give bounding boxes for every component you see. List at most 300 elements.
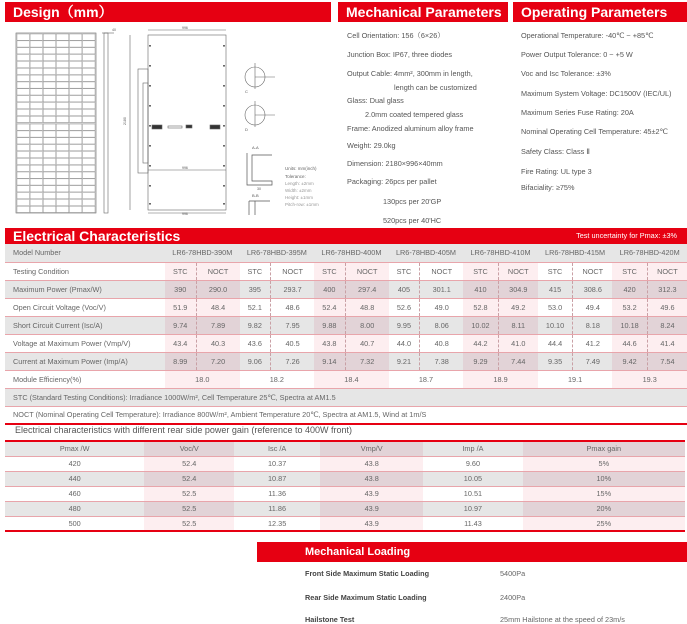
solar-cell (30, 109, 42, 115)
solar-cell (43, 158, 56, 164)
table-cell: 44.4 (538, 334, 573, 352)
condition-stc: STC (538, 262, 573, 280)
solar-cell (56, 68, 69, 74)
solar-cell (30, 48, 42, 54)
svg-text:D: D (245, 127, 248, 132)
solar-cell (17, 41, 30, 47)
solar-cell (30, 61, 42, 67)
table-cell: 52.5 (144, 486, 234, 501)
svg-text:B-B: B-B (252, 193, 259, 198)
table-cell: 49.6 (647, 298, 687, 316)
solar-cell (43, 89, 56, 95)
condition-noct: NOCT (420, 262, 464, 280)
table-cell: 43.8 (314, 334, 345, 352)
solar-cell (56, 96, 69, 102)
solar-cell (43, 172, 56, 178)
table-cell: 49.2 (498, 298, 538, 316)
solar-cell (17, 103, 30, 109)
svg-text:Height: ±1mm: Height: ±1mm (285, 195, 313, 200)
table-cell: 420 (5, 456, 144, 471)
mounting-hole (223, 185, 225, 187)
efficiency-cell: 19.3 (612, 370, 687, 388)
solar-cell (43, 151, 56, 157)
svg-text:Units: mm(inch): Units: mm(inch) (285, 166, 317, 171)
module-rear-view (123, 26, 226, 215)
loading-key: Front Side Maximum Static Loading (305, 569, 430, 578)
table-cell: 7.38 (420, 352, 464, 370)
solar-cell (56, 131, 69, 137)
table-cell: 440 (5, 471, 144, 486)
solar-cell (17, 158, 30, 164)
model-name: LR6-78HBD-415M (538, 244, 613, 262)
solar-cell (43, 179, 56, 185)
solar-cell (43, 75, 56, 81)
mounting-hole (149, 85, 151, 87)
solar-cell (56, 61, 69, 67)
row-label: Voltage at Maximum Power (Vmp/V) (5, 334, 165, 352)
safety-class: Safety Class: Class Ⅱ (521, 147, 590, 156)
solar-cell (69, 124, 82, 130)
table-cell: 52.6 (389, 298, 420, 316)
condition-noct: NOCT (345, 262, 389, 280)
solar-cell (43, 41, 56, 47)
table-cell: 11.86 (234, 501, 320, 516)
solar-cell (83, 193, 96, 199)
model-name: LR6-78HBD-420M (612, 244, 687, 262)
mounting-hole (223, 65, 225, 67)
table-cell: 7.54 (647, 352, 687, 370)
solar-cell (69, 131, 82, 137)
table-cell: 44.6 (612, 334, 647, 352)
solar-cell (56, 158, 69, 164)
rear-gain-header-row (5, 441, 685, 456)
solar-cell (83, 158, 96, 164)
solar-cell (69, 34, 82, 40)
solar-cell (69, 158, 82, 164)
solar-cell (69, 206, 82, 212)
solar-cell (56, 34, 69, 40)
table-cell: 53.2 (612, 298, 647, 316)
solar-cell (43, 145, 56, 151)
solar-cell (30, 206, 42, 212)
table-cell: 8.24 (647, 316, 687, 334)
solar-cell (17, 82, 30, 88)
solar-cell (83, 68, 96, 74)
column-header: Imp /A (423, 441, 522, 456)
solar-cell (17, 186, 30, 192)
table-cell: 9.82 (240, 316, 271, 334)
solar-cell (43, 48, 56, 54)
row-label: Testing Condition (5, 262, 165, 280)
mounting-hole (223, 145, 225, 147)
solar-cell (56, 116, 69, 122)
solar-cell (83, 145, 96, 151)
solar-cell (83, 138, 96, 144)
row-label: Model Number (5, 244, 165, 262)
solar-cell (43, 68, 56, 74)
solar-cell (30, 41, 42, 47)
table-cell: 308.6 (573, 280, 613, 298)
frame: Frame: Anodized aluminum alloy frame (347, 124, 474, 133)
length-label: 2180 (123, 117, 127, 125)
solar-cell (17, 68, 30, 74)
rear-gain-title: Electrical characteristics with different rear side power gain (reference to 400W front) (15, 425, 352, 435)
solar-cell (56, 193, 69, 199)
mechanical-parameters-header: Mechanical Parameters (338, 2, 508, 22)
table-cell: 10.10 (538, 316, 573, 334)
table-cell: 9.42 (612, 352, 647, 370)
condition-noct: NOCT (573, 262, 613, 280)
solar-cell (17, 151, 30, 157)
table-cell: 40.5 (271, 334, 315, 352)
fire-rating: Fire Rating: UL type 3 (521, 167, 592, 176)
solar-cell (30, 96, 42, 102)
output-cable: Output Cable: 4mm², 300mm in length, (347, 69, 473, 78)
solar-cell (69, 165, 82, 171)
solar-cell (56, 186, 69, 192)
table-cell: 9.06 (240, 352, 271, 370)
max-system-voltage: Maximum System Voltage: DC1500V (IEC/UL) (521, 89, 672, 98)
table-row (5, 316, 687, 334)
solar-cell (43, 82, 56, 88)
solar-cell (56, 82, 69, 88)
table-row (5, 516, 685, 531)
table-cell: 40.8 (420, 334, 464, 352)
solar-cell (69, 82, 82, 88)
solar-cell (43, 55, 56, 61)
solar-cell (56, 145, 69, 151)
solar-cell (83, 186, 96, 192)
table-cell: 9.14 (314, 352, 345, 370)
table-cell: 52.5 (144, 516, 234, 531)
mounting-hole (223, 85, 225, 87)
solar-cell (30, 82, 42, 88)
table-cell: 10% (523, 471, 685, 486)
table-cell: 43.6 (240, 334, 271, 352)
table-cell: 44.0 (389, 334, 420, 352)
table-cell: 11.36 (234, 486, 320, 501)
table-cell: 395 (240, 280, 271, 298)
table-row (5, 486, 685, 501)
table-cell: 12.35 (234, 516, 320, 531)
solar-cell (69, 193, 82, 199)
solar-cell (30, 172, 42, 178)
solar-cell (69, 151, 82, 157)
loading-value: 5400Pa (500, 569, 526, 578)
efficiency-cell: 18.2 (240, 370, 315, 388)
solar-cell (56, 206, 69, 212)
solar-cell (30, 103, 42, 109)
table-cell: 41.4 (647, 334, 687, 352)
electrical-title: Electrical Characteristics (13, 228, 181, 244)
svg-text:30: 30 (257, 187, 261, 191)
table-cell: 405 (389, 280, 420, 298)
table-cell: 9.95 (389, 316, 420, 334)
solar-cell (30, 145, 42, 151)
solar-cell (69, 96, 82, 102)
solar-cell (43, 61, 56, 67)
model-name: LR6-78HBD-390M (165, 244, 240, 262)
solar-cell (30, 165, 42, 171)
solar-cell (83, 109, 96, 115)
solar-cell (30, 193, 42, 199)
table-cell: 41.0 (498, 334, 538, 352)
column-header: Pmax /W (5, 441, 144, 456)
table-cell: 10.51 (423, 486, 522, 501)
solar-cell (17, 179, 30, 185)
column-header: Pmax gain (523, 441, 685, 456)
solar-cell (17, 55, 30, 61)
mechanical-loading-title: Mechanical Loading (305, 546, 411, 558)
table-cell: 301.1 (420, 280, 464, 298)
packaging-20gp: 130pcs per 20'GP (383, 197, 442, 206)
operational-temperature: Operational Temperature: -40℃ ~ +85℃ (521, 31, 654, 40)
solar-cell (43, 165, 56, 171)
packaging-40hc: 520pcs per 40'HC (383, 216, 442, 225)
solar-cell (43, 109, 56, 115)
table-cell: 20% (523, 501, 685, 516)
model-name: LR6-78HBD-405M (389, 244, 464, 262)
condition-noct: NOCT (498, 262, 538, 280)
solar-cell (83, 41, 96, 47)
table-cell: 400 (314, 280, 345, 298)
row-label: Short Circuit Current (Isc/A) (5, 316, 165, 334)
condition-stc: STC (612, 262, 647, 280)
module-design-drawing (0, 25, 335, 215)
solar-cell (43, 131, 56, 137)
solar-cell (30, 138, 42, 144)
condition-stc: STC (165, 262, 196, 280)
row-label: Maximum Power (Pmax/W) (5, 280, 165, 298)
svg-text:C: C (245, 89, 248, 94)
solar-cell (83, 116, 96, 122)
solar-cell (56, 109, 69, 115)
table-cell: 304.9 (498, 280, 538, 298)
solar-cell (30, 131, 42, 137)
solar-cell (69, 75, 82, 81)
solar-cell (69, 55, 82, 61)
solar-cell (30, 89, 42, 95)
thickness-label: 40 (112, 28, 116, 32)
table-cell: 9.35 (538, 352, 573, 370)
solar-cell (56, 179, 69, 185)
solar-cell (56, 138, 69, 144)
solar-cell (17, 34, 30, 40)
model-name: LR6-78HBD-400M (314, 244, 389, 262)
solar-cell (83, 206, 96, 212)
solar-cell (56, 199, 69, 205)
table-row (5, 456, 685, 471)
solar-cell (43, 116, 56, 122)
tolerance-notes (285, 166, 319, 207)
solar-cell (30, 34, 42, 40)
table-cell: 52.4 (314, 298, 345, 316)
table-cell: 40.3 (196, 334, 240, 352)
solar-cell (17, 138, 30, 144)
mounting-hole (149, 165, 151, 167)
table-cell: 9.60 (423, 456, 522, 471)
solar-cell (69, 41, 82, 47)
detail-d (245, 101, 275, 132)
section-b-b (249, 193, 270, 215)
table-cell: 52.8 (463, 298, 498, 316)
condition-stc: STC (389, 262, 420, 280)
table-cell: 312.3 (647, 280, 687, 298)
solar-cell (83, 61, 96, 67)
table-cell: 43.8 (320, 471, 423, 486)
loading-key: Rear Side Maximum Static Loading (305, 593, 427, 602)
solar-cell (30, 124, 42, 130)
table-row (5, 471, 685, 486)
solar-cell (83, 82, 96, 88)
table-cell: 8.99 (165, 352, 196, 370)
solar-cell (69, 145, 82, 151)
solar-cell (83, 34, 96, 40)
table-cell: 48.8 (345, 298, 389, 316)
power-output-tolerance: Power Output Tolerance: 0 ~ +5 W (521, 50, 633, 59)
solar-cell (43, 199, 56, 205)
electrical-characteristics-header (5, 228, 687, 244)
table-cell: 290.0 (196, 280, 240, 298)
table-cell: 43.8 (320, 456, 423, 471)
table-cell: 53.0 (538, 298, 573, 316)
noct-note: NOCT (Nominal Operating Cell Temperature): Irradiance 800W/m², Ambient Temperature 20℃, Spectra at AM1.5, Wind at 1m/S (5, 406, 687, 424)
solar-cell (69, 89, 82, 95)
solar-cell (17, 116, 30, 122)
mounting-hole (149, 45, 151, 47)
mounting-hole (223, 203, 225, 205)
model-number-row (5, 244, 687, 262)
table-cell: 48.4 (196, 298, 240, 316)
solar-cell (56, 89, 69, 95)
svg-text:Pitch-row: ±1mm: Pitch-row: ±1mm (285, 202, 319, 207)
solar-cell (17, 124, 30, 130)
condition-stc: STC (314, 262, 345, 280)
solar-cell (69, 103, 82, 109)
table-cell: 10.18 (612, 316, 647, 334)
table-cell: 41.2 (573, 334, 613, 352)
table-cell: 7.89 (196, 316, 240, 334)
solar-cell (69, 138, 82, 144)
output-cable-note: length can be customized (394, 83, 477, 92)
table-cell: 8.00 (345, 316, 389, 334)
solar-cell (83, 151, 96, 157)
table-cell: 10.97 (423, 501, 522, 516)
noct-note-row (5, 406, 687, 424)
solar-cell (83, 75, 96, 81)
module-front-view (16, 33, 96, 213)
solar-cell (43, 186, 56, 192)
efficiency-cell: 19.1 (538, 370, 613, 388)
solar-cell (43, 96, 56, 102)
stc-note-row (5, 388, 687, 406)
voc-isc-tolerance: Voc and Isc Tolerance: ±3% (521, 69, 611, 78)
solar-cell (69, 68, 82, 74)
table-cell: 40.7 (345, 334, 389, 352)
solar-cell (69, 109, 82, 115)
table-cell: 10.02 (463, 316, 498, 334)
solar-cell (43, 193, 56, 199)
solar-cell (56, 103, 69, 109)
solar-cell (43, 34, 56, 40)
condition-stc: STC (463, 262, 498, 280)
row-label: Open Circuit Voltage (Voc/V) (5, 298, 165, 316)
solar-cell (56, 151, 69, 157)
table-cell: 9.29 (463, 352, 498, 370)
table-cell: 52.4 (144, 471, 234, 486)
solar-cell (30, 158, 42, 164)
section-a-a (247, 145, 272, 191)
solar-cell (56, 165, 69, 171)
table-cell: 43.9 (320, 516, 423, 531)
testing-condition-row (5, 262, 687, 280)
junction-box: Junction Box: IP67, three diodes (347, 50, 453, 59)
condition-noct: NOCT (196, 262, 240, 280)
solar-cell (69, 172, 82, 178)
solar-cell (69, 179, 82, 185)
solar-cell (43, 124, 56, 130)
dimension: Dimension: 2180×996×40mm (347, 159, 443, 168)
table-cell: 7.20 (196, 352, 240, 370)
table-row (5, 298, 687, 316)
table-cell: 43.9 (320, 501, 423, 516)
solar-cell (56, 75, 69, 81)
solar-cell (30, 199, 42, 205)
solar-cell (69, 61, 82, 67)
table-cell: 297.4 (345, 280, 389, 298)
solar-cell (83, 89, 96, 95)
loading-key: Hailstone Test (305, 615, 355, 624)
table-cell: 43.4 (165, 334, 196, 352)
max-series-fuse-rating: Maximum Series Fuse Rating: 20A (521, 108, 634, 117)
width-label-bottom: 996 (182, 212, 188, 215)
loading-value: 25mm Hailstone at the speed of 23m/s (500, 615, 625, 624)
table-cell: 48.6 (271, 298, 315, 316)
solar-cell (17, 96, 30, 102)
width-label-mid: 996 (182, 166, 188, 170)
table-cell: 8.06 (420, 316, 464, 334)
table-cell: 7.32 (345, 352, 389, 370)
solar-cell (17, 89, 30, 95)
table-cell: 8.11 (498, 316, 538, 334)
mechanical-loading-header (257, 542, 687, 562)
condition-noct: NOCT (271, 262, 315, 280)
solar-cell (83, 165, 96, 171)
test-uncertainty-note: Test uncertainty for Pmax: ±3% (576, 231, 677, 240)
table-cell: 410 (463, 280, 498, 298)
solar-cell (83, 179, 96, 185)
svg-text:Width: ±2mm: Width: ±2mm (285, 188, 312, 193)
solar-cell (17, 165, 30, 171)
table-cell: 9.21 (389, 352, 420, 370)
table-cell: 43.9 (320, 486, 423, 501)
table-cell: 49.4 (573, 298, 613, 316)
solar-cell (56, 48, 69, 54)
table-cell: 500 (5, 516, 144, 531)
table-cell: 415 (538, 280, 573, 298)
efficiency-cell: 18.7 (389, 370, 464, 388)
efficiency-cell: 18.0 (165, 370, 240, 388)
solar-cell (83, 103, 96, 109)
solar-cell (83, 131, 96, 137)
operating-parameters-header: Operating Parameters (513, 2, 687, 22)
solar-cell (43, 206, 56, 212)
mounting-hole (223, 105, 225, 107)
efficiency-cell: 18.4 (314, 370, 389, 388)
module-side-view (102, 28, 116, 213)
solar-cell (83, 96, 96, 102)
svg-text:A-A: A-A (252, 145, 259, 150)
